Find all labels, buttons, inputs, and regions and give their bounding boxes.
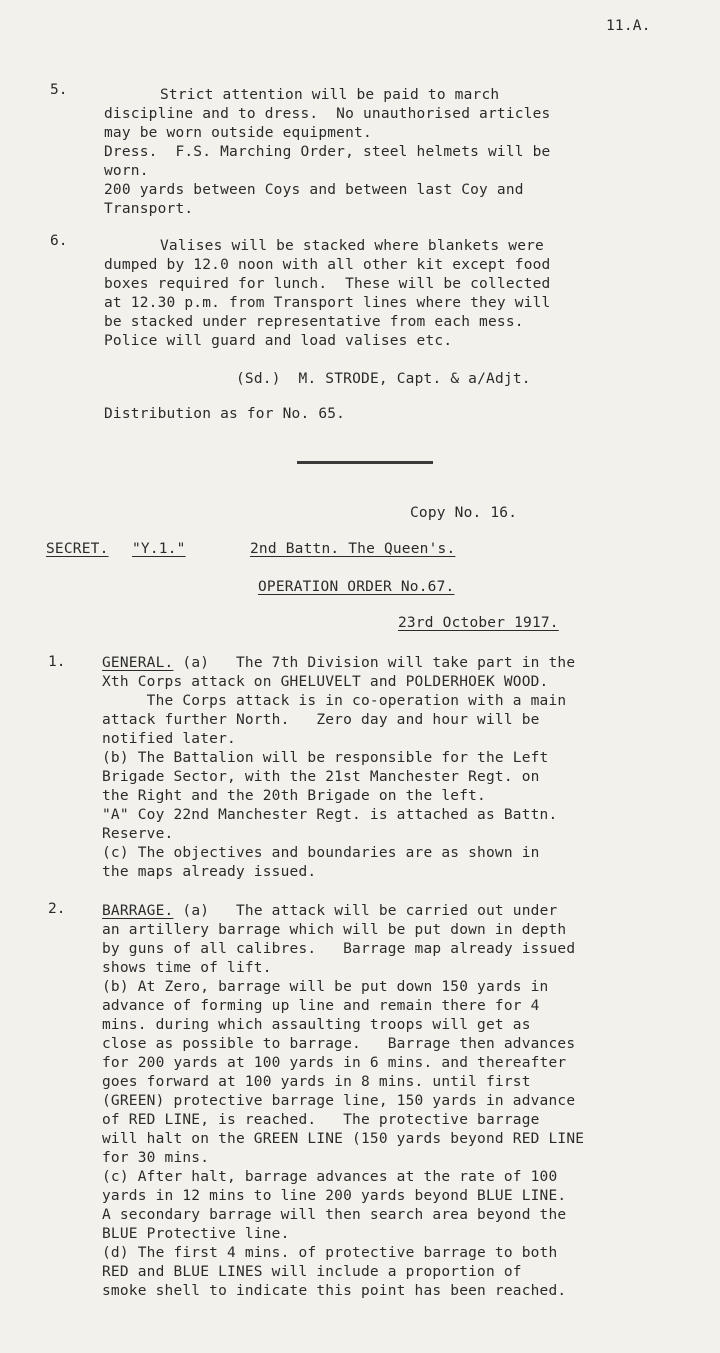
- text-line: (b) The Battalion will be responsible for the Left: [102, 750, 549, 766]
- text-line: Valises will be stacked where blankets were: [160, 238, 544, 254]
- text-line: "A" Coy 22nd Manchester Regt. is attached as Battn.: [102, 807, 558, 823]
- order-title: OPERATION ORDER No.67.: [258, 579, 455, 595]
- text-line: (b) At Zero, barrage will be put down 150 yards in: [102, 979, 549, 995]
- text-line: dumped by 12.0 noon with all other kit except food: [104, 257, 551, 273]
- paragraph-first-line: [102, 902, 557, 921]
- text-line: RED and BLUE LINES will include a proportion of: [102, 1264, 522, 1280]
- paragraph-heading: BARRAGE.: [102, 903, 174, 919]
- text-line: the Right and the 20th Brigade on the left.: [102, 788, 486, 804]
- text-line: for 30 mins.: [102, 1150, 210, 1166]
- text-line: BLUE Protective line.: [102, 1226, 290, 1242]
- text-line: shows time of lift.: [102, 960, 272, 976]
- text-line: yards in 12 mins to line 200 yards beyond BLUE LINE.: [102, 1188, 567, 1204]
- text-line: (d) The first 4 mins. of protective barrage to both: [102, 1245, 558, 1261]
- signature: (Sd.) M. STRODE, Capt. & a/Adjt.: [236, 371, 531, 387]
- text-line: boxes required for lunch. These will be collected: [104, 276, 551, 292]
- text-line: advance of forming up line and remain there for 4: [102, 998, 540, 1014]
- text-line: be stacked under representative from each mess.: [104, 314, 524, 330]
- text-line: Xth Corps attack on GHELUVELT and POLDERHOEK WOOD.: [102, 674, 549, 690]
- order-code: "Y.1.": [132, 541, 186, 557]
- text-line: the maps already issued.: [102, 864, 317, 880]
- order-date: 23rd October 1917.: [398, 615, 559, 631]
- text-line: (c) After halt, barrage advances at the rate of 100: [102, 1169, 558, 1185]
- text-line: The Corps attack is in co-operation with a main: [102, 693, 567, 709]
- paragraph-first-line: [102, 654, 575, 673]
- text-line: attack further North. Zero day and hour will be: [102, 712, 540, 728]
- text-line: Strict attention will be paid to march: [160, 87, 500, 103]
- text-line: goes forward at 100 yards in 8 mins. until first: [102, 1074, 531, 1090]
- text-line: (c) The objectives and boundaries are as shown in: [102, 845, 540, 861]
- text-line: (a) The 7th Division will take part in the: [173, 655, 576, 671]
- page-number: 11.A.: [606, 18, 651, 34]
- text-line: close as possible to barrage. Barrage then advances: [102, 1036, 576, 1052]
- paragraph-heading: GENERAL.: [102, 655, 174, 671]
- item-number: 6.: [50, 233, 68, 249]
- item-number: 5.: [50, 82, 68, 98]
- text-line: smoke shell to indicate this point has been reached.: [102, 1283, 567, 1299]
- distribution: Distribution as for No. 65.: [104, 406, 346, 422]
- text-line: mins. during which assaulting troops will get as: [102, 1017, 531, 1033]
- text-line: (GREEN) protective barrage line, 150 yards in advance: [102, 1093, 576, 1109]
- copy-number: Copy No. 16.: [410, 505, 518, 521]
- text-line: discipline and to dress. No unauthorised articles: [104, 106, 551, 122]
- divider: [297, 461, 433, 464]
- text-line: may be worn outside equipment.: [104, 125, 372, 141]
- paragraph-number: 2.: [48, 901, 66, 917]
- text-line: notified later.: [102, 731, 236, 747]
- text-line: 200 yards between Coys and between last Coy and: [104, 182, 524, 198]
- text-line: for 200 yards at 100 yards in 6 mins. and thereafter: [102, 1055, 567, 1071]
- text-line: Transport.: [104, 201, 194, 217]
- text-line: will halt on the GREEN LINE (150 yards beyond RED LINE: [102, 1131, 585, 1147]
- text-line: A secondary barrage will then search area beyond the: [102, 1207, 567, 1223]
- unit-title: 2nd Battn. The Queen's.: [250, 541, 456, 557]
- text-line: an artillery barrage which will be put down in depth: [102, 922, 567, 938]
- secret-label: SECRET.: [46, 541, 109, 557]
- text-line: worn.: [104, 163, 149, 179]
- text-line: by guns of all calibres. Barrage map already issued: [102, 941, 576, 957]
- text-line: Brigade Sector, with the 21st Manchester Regt. on: [102, 769, 540, 785]
- text-line: (a) The attack will be carried out under: [173, 903, 558, 919]
- text-line: at 12.30 p.m. from Transport lines where they will: [104, 295, 551, 311]
- text-line: of RED LINE, is reached. The protective barrage: [102, 1112, 540, 1128]
- text-line: Police will guard and load valises etc.: [104, 333, 453, 349]
- text-line: Reserve.: [102, 826, 174, 842]
- paragraph-number: 1.: [48, 654, 66, 670]
- text-line: Dress. F.S. Marching Order, steel helmets will be: [104, 144, 551, 160]
